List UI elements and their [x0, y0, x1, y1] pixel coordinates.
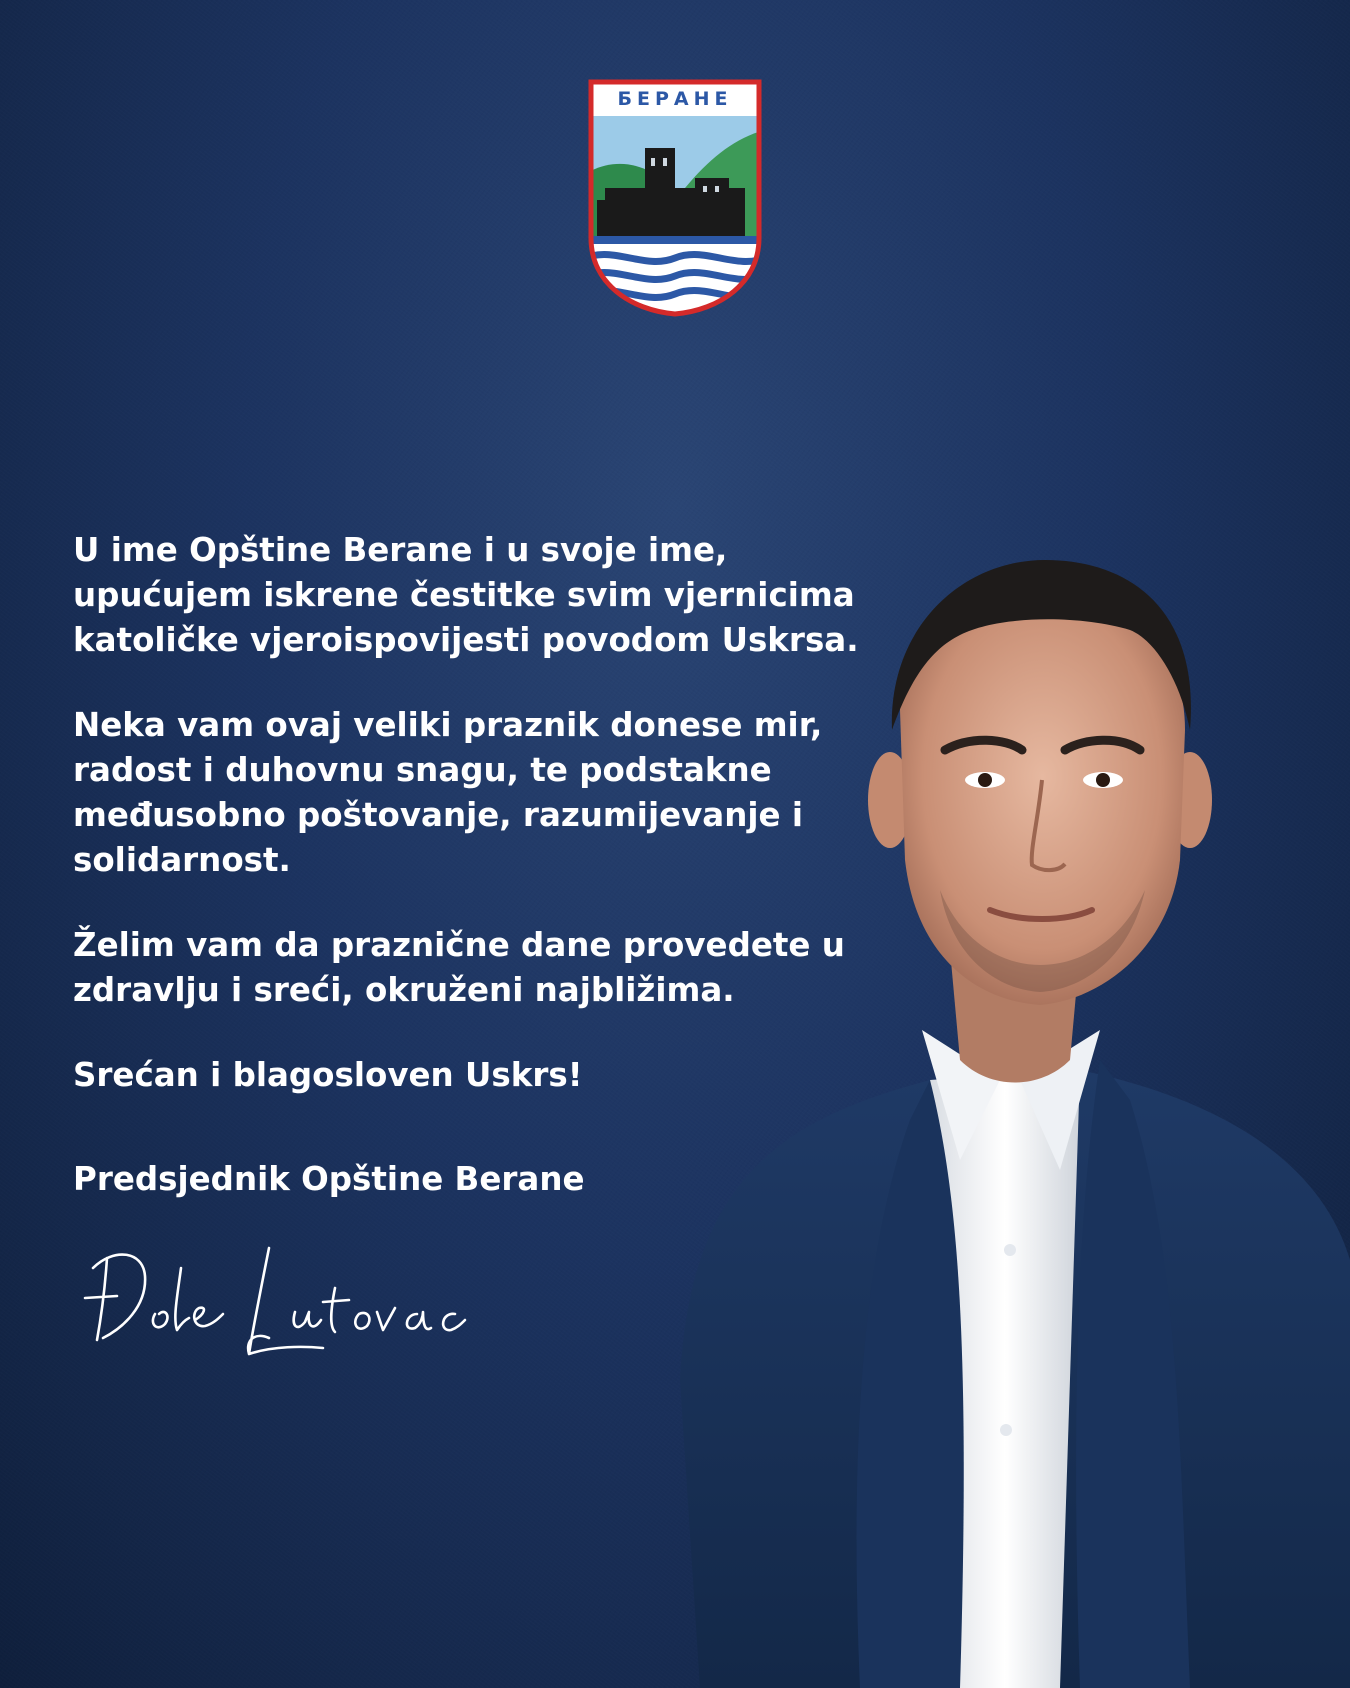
- message-line: zdravlju i sreći, okruženi najbližima.: [73, 971, 735, 1009]
- mayor-portrait: [660, 560, 1350, 1688]
- message-line: radost i duhovnu snagu, te podstakne: [73, 751, 772, 789]
- signature-image: [73, 1228, 473, 1368]
- coat-of-arms-title: БЕРАНЕ: [617, 88, 733, 110]
- message-line: solidarnost.: [73, 841, 291, 879]
- message-line: katoličke vjeroispovijesti povodom Uskrsa.: [73, 621, 859, 659]
- sender-title: Predsjednik Opštine Berane: [73, 1160, 585, 1198]
- message-line: U ime Opštine Berane i u svoje ime,: [73, 531, 728, 569]
- message-line: međusobno poštovanje, razumijevanje i: [73, 796, 804, 834]
- coat-of-arms: [585, 78, 765, 318]
- message-line: upućujem iskrene čestitke svim vjernicima: [73, 576, 855, 614]
- easter-greeting: Srećan i blagosloven Uskrs!: [73, 1056, 583, 1094]
- message-line: Neka vam ovaj veliki praznik donese mir,: [73, 706, 823, 744]
- berane-coat-of-arms-icon: [585, 78, 765, 318]
- message-line: Želim vam da praznične dane provedete u: [73, 926, 845, 964]
